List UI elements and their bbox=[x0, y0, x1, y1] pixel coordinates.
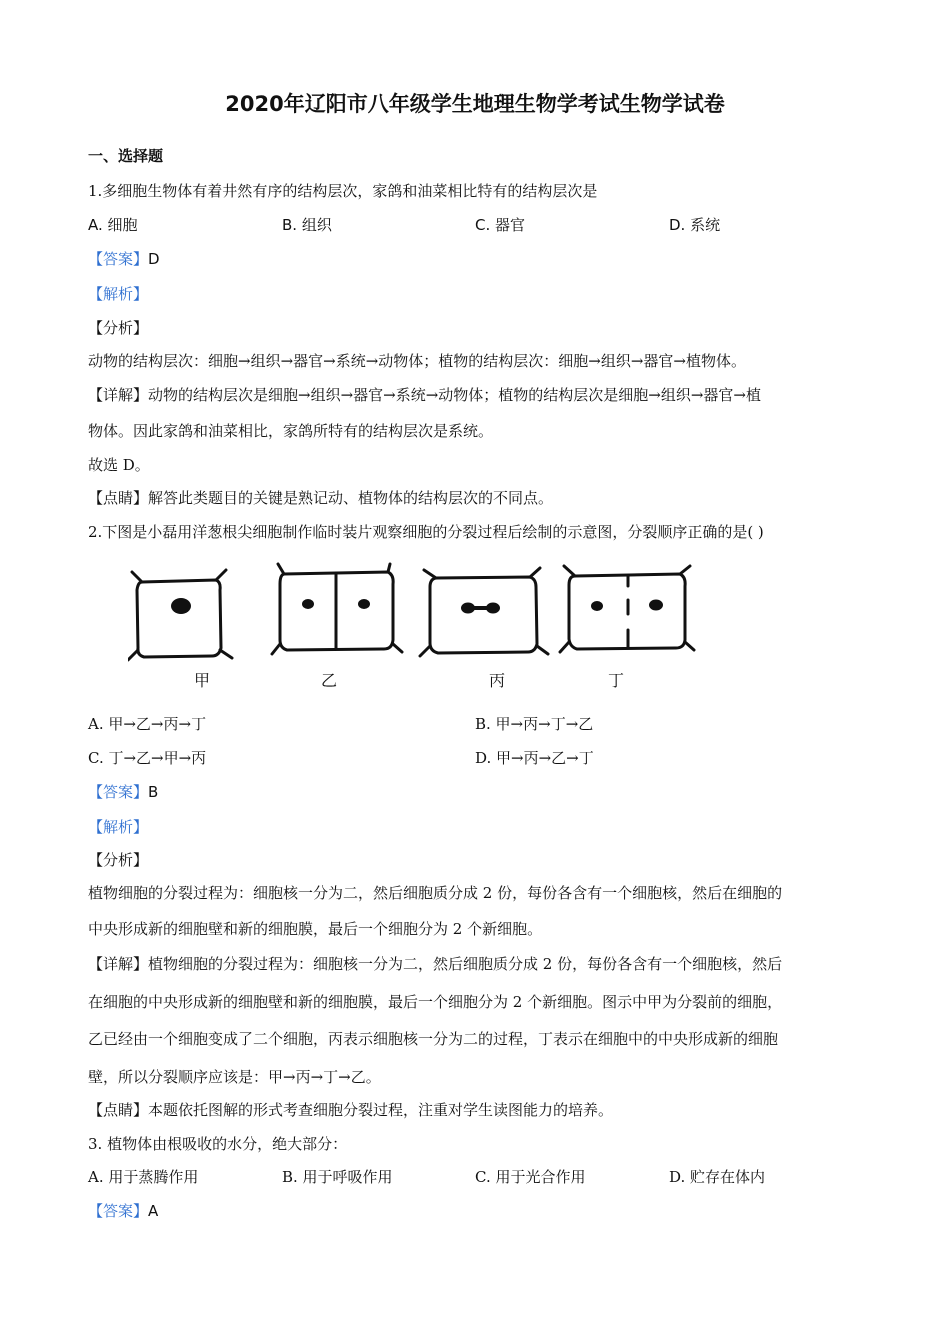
q1-detail-3: 故选 D。 bbox=[88, 456, 150, 474]
q1-fenxi-tag: 【分析】 bbox=[88, 319, 149, 337]
cell-bing bbox=[420, 568, 548, 656]
detail-tag: 【详解】 bbox=[88, 955, 149, 973]
answer-tag: 【答案】 bbox=[88, 783, 149, 801]
q1-detail-2: 物体。因此家鸽和油菜相比，家鸽所特有的结构层次是系统。 bbox=[88, 422, 494, 440]
page-title: 2020年辽阳市八年级学生地理生物学考试生物学试卷 bbox=[225, 92, 725, 116]
q1-option-a: A. 细胞 bbox=[88, 216, 138, 234]
nucleus-ding-right bbox=[649, 600, 663, 611]
comment-tag: 【点睛】 bbox=[88, 489, 149, 507]
figure-label-jia: 甲 bbox=[194, 671, 211, 690]
q1-detail-1: 【详解】动物的结构层次是细胞→组织→器官→系统→动物体；植物的结构层次是细胞→组织→器官→植 bbox=[88, 386, 761, 404]
q3-answer bbox=[88, 1200, 158, 1221]
cell-ding bbox=[560, 566, 694, 652]
answer-value: A bbox=[148, 1202, 159, 1220]
answer-value: D bbox=[148, 250, 160, 268]
q2-answer bbox=[88, 781, 158, 802]
q3-option-b: B. 用于呼吸作用 bbox=[282, 1168, 393, 1186]
section-heading: 一、选择题 bbox=[88, 147, 164, 165]
q1-jiexi-tag: 【解析】 bbox=[88, 285, 149, 303]
q2-fenxi-tag: 【分析】 bbox=[88, 851, 149, 869]
figure-label-bing: 丙 bbox=[489, 671, 506, 690]
q3-option-a: A. 用于蒸腾作用 bbox=[88, 1168, 199, 1186]
q1-analysis: 动物的结构层次：细胞→组织→器官→系统→动物体；植物的结构层次：细胞→组织→器官→植物体。 bbox=[88, 352, 746, 370]
q2-comment: 【点睛】本题依托图解的形式考查细胞分裂过程，注重对学生读图能力的培养。 bbox=[88, 1101, 614, 1119]
q2-detail-1: 【详解】植物细胞的分裂过程为：细胞核一分为二，然后细胞质分成 2 份，每份各含有一个细胞核，然后 bbox=[88, 955, 783, 973]
q2-detail-4: 壁，所以分裂顺序应该是：甲→丙→丁→乙。 bbox=[88, 1068, 381, 1086]
nucleus-yi-left bbox=[302, 599, 314, 609]
figure-label-yi: 乙 bbox=[321, 671, 338, 690]
q1-comment: 【点睛】解答此类题目的关键是熟记动、植物体的结构层次的不同点。 bbox=[88, 489, 554, 507]
q3-option-c: C. 用于光合作用 bbox=[475, 1168, 586, 1186]
cell-jia bbox=[128, 570, 232, 660]
q2-detail-2: 在细胞的中央形成新的细胞壁和新的细胞膜，最后一个细胞分为 2 个新细胞。图示中甲为分裂前的细胞， bbox=[88, 993, 783, 1011]
answer-value: B bbox=[148, 783, 159, 801]
q1-stem: 1.多细胞生物体有着井然有序的结构层次，家鸽和油菜相比特有的结构层次是 bbox=[88, 182, 598, 200]
nucleus-jia bbox=[171, 598, 191, 614]
q2-option-a: A. 甲→乙→丙→丁 bbox=[88, 715, 207, 733]
q2-option-b: B. 甲→丙→丁→乙 bbox=[475, 715, 594, 733]
answer-tag: 【答案】 bbox=[88, 1202, 149, 1220]
q2-option-d: D. 甲→丙→乙→丁 bbox=[475, 749, 594, 767]
q2-jiexi-tag: 【解析】 bbox=[88, 818, 149, 836]
q1-option-b: B. 组织 bbox=[282, 216, 332, 234]
q2-stem: 2.下图是小磊用洋葱根尖细胞制作临时装片观察细胞的分裂过程后绘制的示意图，分裂顺序正确的是( ) bbox=[88, 523, 764, 541]
comment-tag: 【点睛】 bbox=[88, 1101, 149, 1119]
answer-tag: 【答案】 bbox=[88, 250, 149, 268]
q2-analysis-1: 植物细胞的分裂过程为：细胞核一分为二，然后细胞质分成 2 份，每份各含有一个细胞核，然后在细胞的 bbox=[88, 884, 783, 902]
q2-option-c: C. 丁→乙→甲→丙 bbox=[88, 749, 207, 767]
q1-option-c: C. 器官 bbox=[475, 216, 526, 234]
q2-detail-3: 乙已经由一个细胞变成了二个细胞，丙表示细胞核一分为二的过程，丁表示在细胞中的中央形成新的细胞 bbox=[88, 1030, 779, 1048]
nucleus-ding-left bbox=[591, 601, 603, 611]
detail-tag: 【详解】 bbox=[88, 386, 149, 404]
nucleus-yi-right bbox=[358, 599, 370, 609]
q3-option-d: D. 贮存在体内 bbox=[669, 1168, 766, 1186]
figure-label-ding: 丁 bbox=[608, 671, 625, 690]
q2-analysis-2: 中央形成新的细胞壁和新的细胞膜，最后一个细胞分为 2 个新细胞。 bbox=[88, 920, 543, 938]
q1-answer bbox=[88, 248, 160, 269]
q3-stem: 3. 植物体由根吸收的水分，绝大部分： bbox=[88, 1135, 348, 1153]
q1-option-d: D. 系统 bbox=[669, 216, 721, 234]
cell-yi bbox=[272, 564, 402, 654]
